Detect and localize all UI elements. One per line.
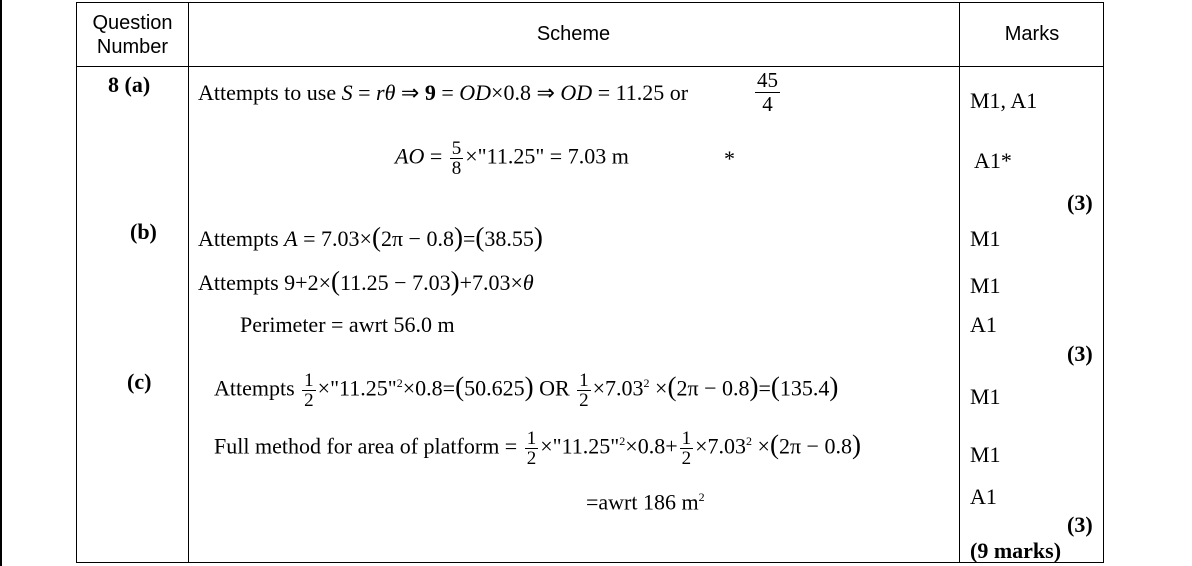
paren: (: [667, 371, 677, 402]
part-b-line1: [198, 222, 543, 252]
denominator: 2: [304, 390, 314, 411]
text-segment: =awrt 186 m: [586, 489, 699, 515]
text-segment: Attempts: [198, 226, 285, 251]
part-c-line1-marks: M1: [970, 384, 1001, 409]
superscript: 2: [643, 376, 650, 391]
paren: (: [330, 266, 340, 296]
text-segment: OR: [533, 375, 576, 401]
superscript: 2: [746, 434, 753, 449]
part-b-line3: Perimeter = awrt 56.0 m: [240, 312, 455, 337]
paren: ): [749, 371, 759, 402]
text-segment: ×"11.25": [540, 433, 620, 459]
fraction-1-over-2: [577, 371, 591, 410]
text-segment: 2π − 0.8: [676, 375, 750, 401]
text-segment: =: [462, 226, 476, 251]
fraction-1-over-2: [302, 371, 316, 410]
superscript: 2: [698, 490, 705, 504]
numerator: 1: [304, 370, 314, 391]
text-segment: ×0.8: [491, 80, 531, 105]
variable-ao: AO: [395, 143, 425, 169]
text-segment: 2π − 0.8: [778, 433, 852, 459]
part-c-label: (c): [127, 369, 152, 394]
part-c-line3: [586, 485, 705, 514]
text-segment: =: [424, 143, 448, 169]
text-segment: 9: [424, 80, 436, 105]
text-segment: ×"11.25" = 7.03 m: [465, 143, 629, 169]
numerator: 1: [526, 428, 537, 449]
part-a-label: 8 (a): [108, 72, 151, 97]
numerator: 1: [579, 370, 589, 391]
part-b-line2-marks: M1: [970, 273, 1001, 298]
header-marks: Marks: [1004, 23, 1060, 45]
text-segment: ×7.03: [695, 433, 747, 459]
variable-theta: θ: [384, 80, 396, 105]
mark-scheme-table: [76, 2, 1104, 563]
denominator: 2: [681, 448, 692, 469]
text-segment: 38.55: [484, 226, 534, 251]
part-a-line1-marks: M1, A1: [970, 88, 1038, 113]
paren: (: [455, 371, 465, 402]
variable-od: OD: [560, 80, 593, 105]
paren: ): [851, 429, 861, 460]
denominator: 8: [451, 158, 462, 179]
part-c-line2: [214, 429, 861, 468]
denominator: 4: [762, 92, 773, 116]
header-divider: [77, 66, 1103, 67]
numerator: 1: [681, 428, 692, 449]
implies-arrow: ⇒: [530, 80, 561, 105]
part-b-line2: [198, 266, 534, 296]
denominator: 2: [579, 390, 589, 411]
variable-od: OD: [459, 80, 492, 105]
fraction-1-over-2: [525, 429, 539, 468]
text-segment: ×: [649, 375, 668, 401]
paren: ): [533, 222, 543, 252]
paren: (: [769, 429, 779, 460]
paren: (: [475, 222, 485, 252]
part-a-total: (3): [1067, 190, 1093, 215]
text-segment: Attempts 9+2×: [198, 270, 331, 295]
fraction: [755, 69, 780, 116]
part-c-line1: [214, 371, 838, 410]
text-segment: =: [435, 80, 460, 105]
part-c-line2-marks: M1: [970, 442, 1001, 467]
part-a-line1: [198, 81, 688, 105]
text-segment: 50.625: [464, 375, 525, 401]
grand-total-marks: (9 marks): [970, 538, 1062, 563]
text-segment: ×0.8=: [402, 375, 456, 401]
variable-r: r: [376, 80, 385, 105]
paren: ): [450, 266, 460, 296]
implies-arrow: ⇒: [395, 80, 425, 105]
part-b-line3-marks: A1: [970, 312, 997, 337]
column-divider-1: [188, 3, 189, 562]
column-divider-2: [959, 3, 960, 562]
superscript: 2: [619, 434, 626, 449]
variable-a: A: [284, 226, 298, 251]
superscript: 2: [396, 376, 403, 391]
paren: (: [770, 371, 780, 402]
text-segment: Attempts: [214, 375, 301, 401]
paren: ): [453, 222, 463, 252]
paren: ): [524, 371, 534, 402]
paren: (: [371, 222, 381, 252]
text-segment: ×: [752, 433, 770, 459]
part-a-line2: [395, 139, 629, 178]
variable-theta: θ: [522, 270, 534, 295]
header-question-number: Question Number: [92, 12, 173, 58]
text-segment: +7.03×: [459, 270, 523, 295]
fraction-5-over-8: [450, 139, 464, 178]
header-scheme: Scheme: [536, 23, 611, 45]
part-b-total: (3): [1067, 341, 1093, 366]
text-segment: 135.4: [779, 375, 830, 401]
part-a-star: *: [724, 146, 735, 171]
text-segment: ×0.8+: [625, 433, 678, 459]
part-b-label: (b): [130, 219, 157, 244]
numerator: 45: [757, 68, 778, 92]
denominator: 2: [526, 448, 537, 469]
fraction-45-over-4: [753, 69, 782, 116]
text-segment: Full method for area of platform =: [214, 433, 523, 459]
text-segment: 11.25 − 7.03: [339, 270, 451, 295]
paren: ): [829, 371, 839, 402]
text-segment: 2π − 0.8: [380, 226, 454, 251]
text-segment: = 11.25 or: [592, 80, 689, 105]
fraction-1-over-2: [680, 429, 694, 468]
text-segment: =: [352, 80, 377, 105]
part-c-total: (3): [1067, 512, 1093, 537]
text-segment: ×7.03: [592, 375, 644, 401]
numerator: 5: [451, 138, 462, 159]
text-segment: = 7.03×: [297, 226, 372, 251]
variable-s: S: [341, 80, 353, 105]
part-c-line3-marks: A1: [970, 484, 997, 509]
text-segment: =: [758, 375, 771, 401]
text-segment: ×"11.25": [317, 375, 397, 401]
text-segment: Attempts to use: [198, 80, 342, 105]
left-border-line: [0, 0, 2, 566]
part-a-line2-marks: A1*: [974, 148, 1012, 173]
part-b-line1-marks: M1: [970, 226, 1001, 251]
